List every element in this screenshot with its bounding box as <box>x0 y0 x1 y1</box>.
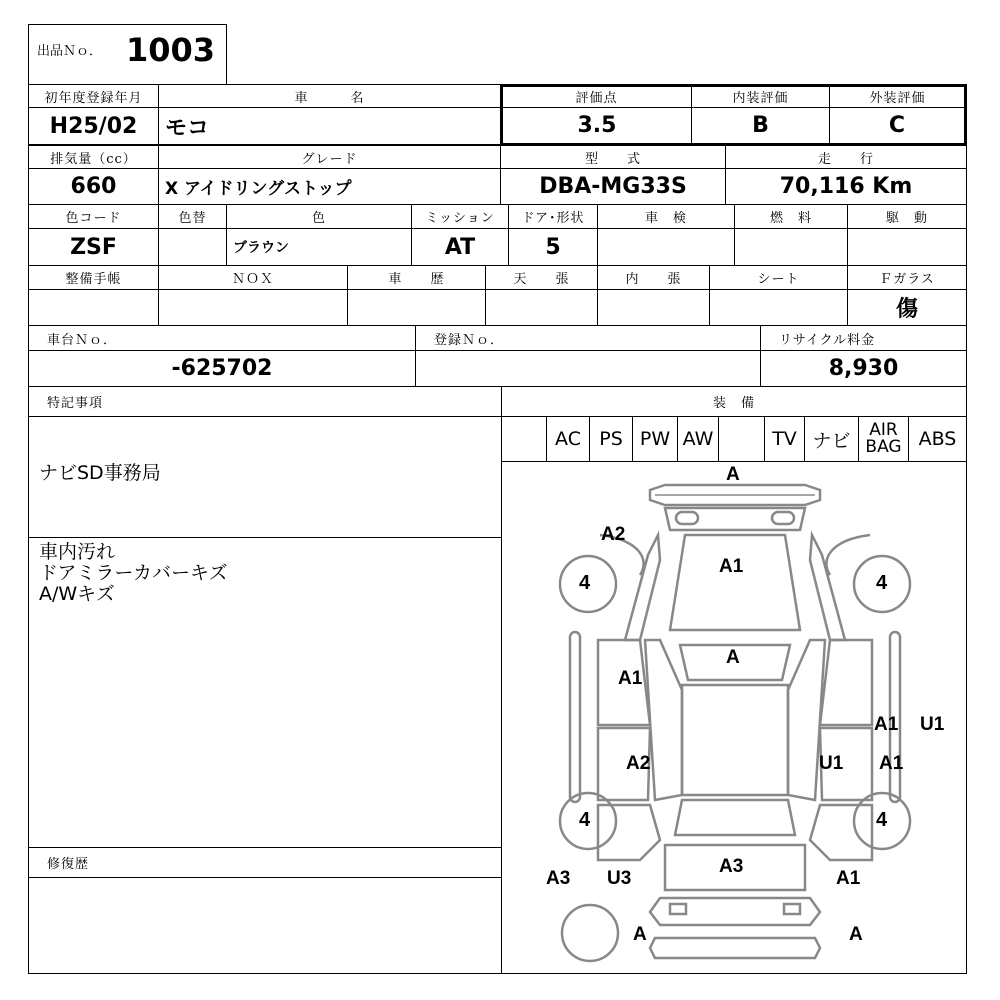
chassis-no-value: -625702 <box>28 350 416 387</box>
score-value: 3.5 <box>577 113 617 138</box>
equipment-item: ナビ <box>804 417 858 461</box>
damage-rear-right: A <box>849 924 863 945</box>
interior-rating-label: 内装評価 <box>691 86 830 108</box>
exterior-rating-label: 外装評価 <box>829 86 965 108</box>
windshield-value: 傷 <box>847 289 967 326</box>
color-value: ブラウン <box>226 228 412 266</box>
color-label: 色 <box>226 204 412 229</box>
equipment-label: 装 備 <box>501 386 967 417</box>
registration-no-label: 登録Ｎｏ． <box>415 325 761 351</box>
mileage-label: 走 行 <box>725 145 967 169</box>
damage-right-front-door-a: A1 <box>874 714 899 735</box>
interior-trim-label: 内 張 <box>597 265 710 290</box>
model-label: 型 式 <box>500 145 726 169</box>
mileage-value: 70,116 Km <box>725 168 967 205</box>
color-code-value: ZSF <box>28 228 159 266</box>
interior-rating-value: B <box>691 107 830 144</box>
damage-roof: A <box>726 647 740 668</box>
special-note-line: 車内汚れ <box>39 541 116 563</box>
damage-left-front-door: A1 <box>618 668 643 689</box>
repair-history-label: 修復歴 <box>28 847 502 878</box>
equipment-item <box>502 417 546 461</box>
repaint-label: 色替 <box>158 204 227 229</box>
damage-left-rear-quarter-u: U3 <box>607 868 632 889</box>
damage-rear-left: A <box>633 924 647 945</box>
equipment-item <box>718 417 764 461</box>
displacement-value: 660 <box>28 168 159 205</box>
chassis-no-label: 車台Ｎｏ． <box>28 325 416 351</box>
recycle-fee-label: リサイクル料金 <box>760 325 967 351</box>
tire-rear-right-value: 4 <box>876 809 888 831</box>
lot-number: 1003 <box>126 31 216 69</box>
damage-right-rear-door-u: U1 <box>819 753 844 774</box>
history-label: 車 歴 <box>347 265 486 290</box>
interior-trim-value <box>597 289 710 326</box>
exterior-rating-value: C <box>888 113 906 138</box>
reg-date-value: H25/02 <box>28 107 159 145</box>
windshield-label: Ｆガラス <box>847 265 967 290</box>
damage-back-door: A3 <box>719 856 744 877</box>
tire-rear-left-value: 4 <box>579 809 591 831</box>
equipment-item: PS <box>589 417 632 461</box>
model-value: DBA-MG33S <box>500 168 726 205</box>
mission-value: AT <box>411 228 509 266</box>
fuel-label: 燃 料 <box>734 204 848 229</box>
headliner-value <box>485 289 598 326</box>
inspection-value <box>597 228 735 266</box>
equipment-item: AC <box>546 417 589 461</box>
damage-right-rear-door-a: A1 <box>879 753 904 774</box>
special-note-line: ドアミラーカバーキズ <box>39 562 228 584</box>
inspection-label: 車 検 <box>597 204 735 229</box>
nox-value <box>158 289 348 326</box>
door-shape-value: 5 <box>508 228 598 266</box>
damage-left-rear-quarter-a: A3 <box>546 868 571 889</box>
mission-label: ミッション <box>411 204 509 229</box>
damage-left-rear-door: A2 <box>626 753 651 774</box>
service-book-value <box>28 289 159 326</box>
equipment-item: AIR BAG <box>858 417 908 461</box>
fuel-value <box>734 228 848 266</box>
lot-number-box <box>28 24 227 85</box>
history-value <box>347 289 486 326</box>
special-notes-label: 特記事項 <box>28 386 502 417</box>
reg-date-label: 初年度登録年月 <box>28 84 159 108</box>
nox-label: ＮＯＸ <box>158 265 348 290</box>
drive-label: 駆 動 <box>847 204 967 229</box>
equipment-item: TV <box>764 417 804 461</box>
special-note-line: A/Wキズ <box>39 583 115 605</box>
drive-value <box>847 228 967 266</box>
equipment-item: ABS <box>908 417 966 461</box>
service-book-label: 整備手帳 <box>28 265 159 290</box>
damage-front-left-fender: A2 <box>601 524 626 545</box>
special-notes-box2 <box>28 537 502 848</box>
seat-value <box>709 289 848 326</box>
damage-right-rear-quarter: A1 <box>836 868 861 889</box>
score-label: 評価点 <box>502 86 692 108</box>
damage-windshield: A1 <box>719 556 744 577</box>
seat-label: シート <box>709 265 848 290</box>
car-name-value: モコ <box>158 107 501 145</box>
repair-history-value <box>28 877 502 974</box>
tire-front-right-value: 4 <box>876 572 888 594</box>
grade-label: グレード <box>158 145 501 169</box>
equipment-item: PW <box>632 417 677 461</box>
repaint-value <box>158 228 227 266</box>
displacement-label: 排気量（cc） <box>28 145 159 169</box>
special-notes-box1 <box>28 416 502 538</box>
color-code-label: 色コード <box>28 204 159 229</box>
equipment-row <box>501 416 967 462</box>
door-shape-label: ドア･形状 <box>508 204 598 229</box>
special-note-line: ナビSD事務局 <box>39 462 161 484</box>
lot-label: 出品Ｎｏ． <box>37 44 103 59</box>
registration-no-value <box>415 350 761 387</box>
damage-front-bumper: A <box>726 464 740 485</box>
grade-value: X アイドリングストップ <box>158 168 501 205</box>
equipment-item: AW <box>677 417 718 461</box>
headliner-label: 天 張 <box>485 265 598 290</box>
car-name-label: 車 名 <box>158 84 501 108</box>
recycle-fee-value: 8,930 <box>760 350 967 387</box>
tire-front-left-value: 4 <box>579 572 591 594</box>
damage-right-front-door-u: U1 <box>920 714 945 735</box>
